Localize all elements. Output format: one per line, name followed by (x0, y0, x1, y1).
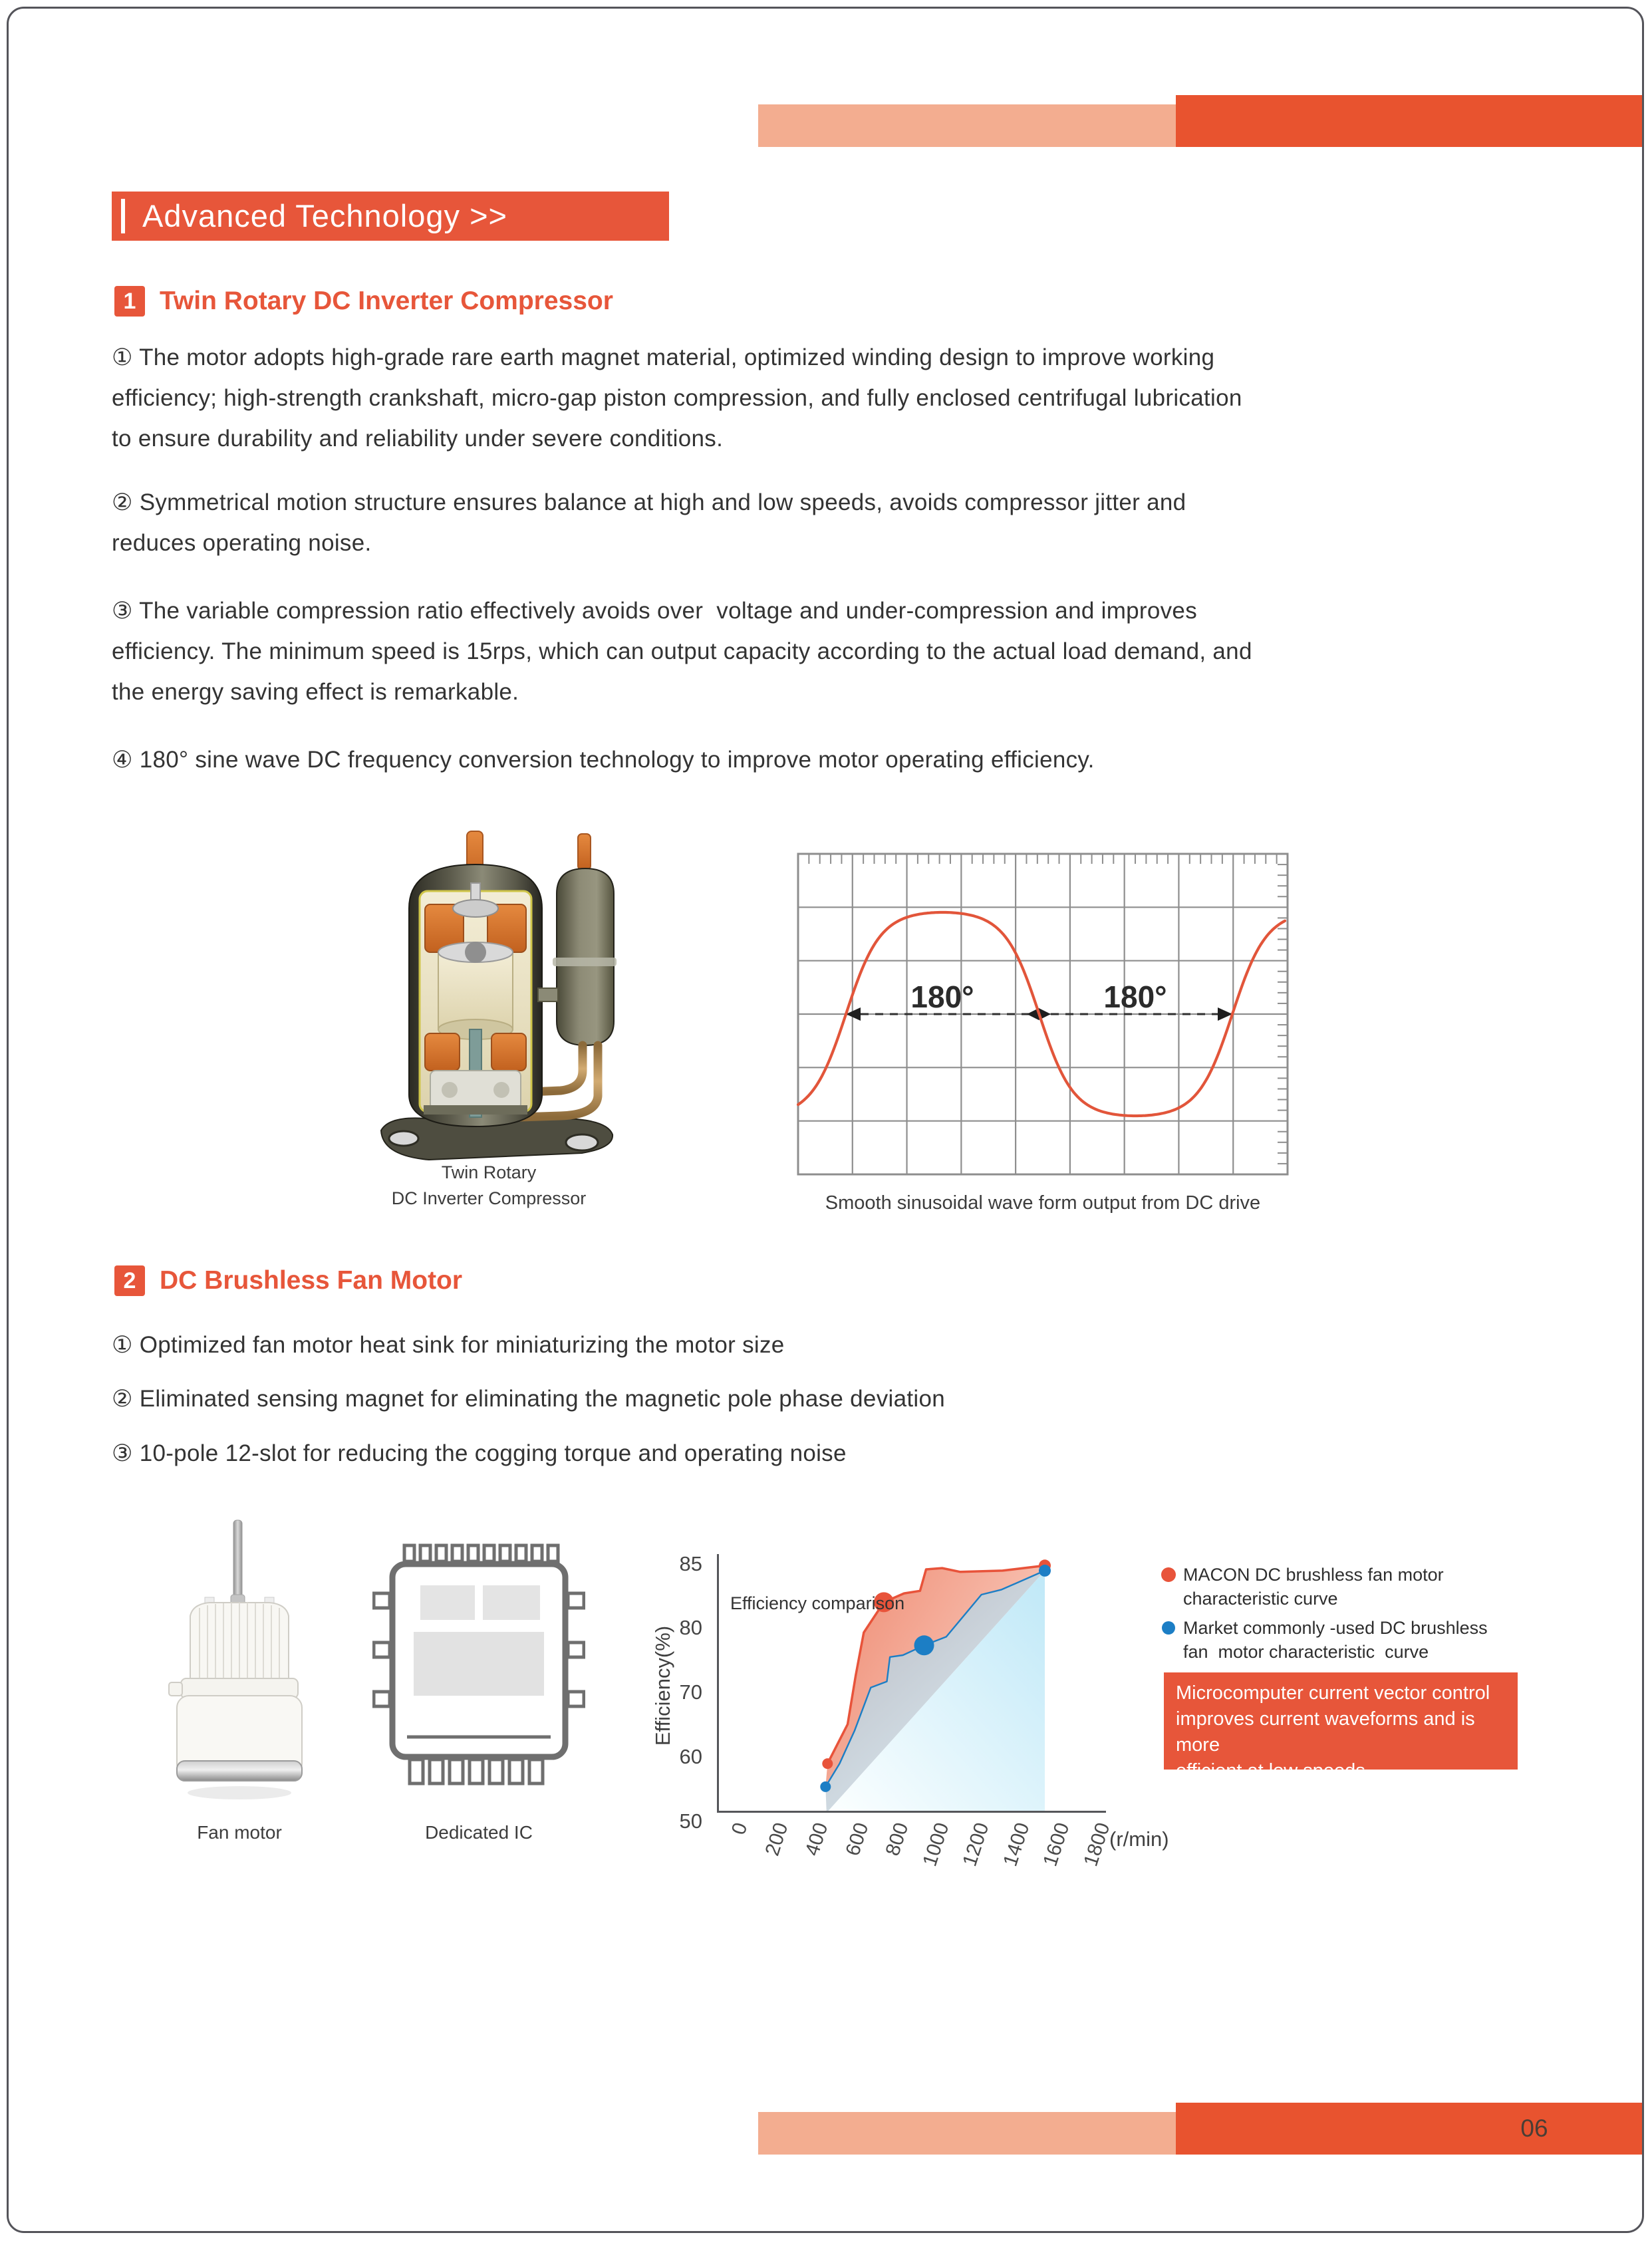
efficiency-chart (705, 1549, 1117, 1822)
vector-control-note-box (1164, 1672, 1518, 1781)
page-title: Advanced Technology >> (142, 198, 507, 233)
title-banner (112, 192, 669, 241)
y-tick-label: 80 (679, 1616, 702, 1639)
x-tick-label: 400 (801, 1820, 833, 1859)
legend-text: fan motor characteristic curve (1183, 1642, 1429, 1662)
compressor-illustration (362, 830, 628, 1166)
x-tick-label: 1400 (999, 1820, 1034, 1869)
x-tick-label: 800 (881, 1820, 913, 1859)
legend-dot-blue (1162, 1621, 1175, 1635)
bottom-band-light (758, 2112, 1176, 2155)
paragraph-1-line: efficiency; high-strength crankshaft, micro-gap piston compression, and fully enclosed centrifugal lubrication (112, 385, 1242, 411)
paragraph-3 (112, 591, 1575, 712)
legend-text: Market commonly -used DC brushless (1183, 1618, 1488, 1638)
x-tick-label: 0 (727, 1820, 752, 1838)
note-box-line: efficient at low speeds (1176, 1760, 1365, 1781)
y-tick-label: 85 (679, 1552, 702, 1575)
legend-text: MACON DC brushless fan motor (1183, 1565, 1444, 1585)
section-1-title: Twin Rotary DC Inverter Compressor (160, 287, 613, 315)
sine-180-label-1: 180° (910, 980, 974, 1014)
section-1-number: 1 (114, 286, 145, 317)
paragraph-1 (112, 337, 1575, 459)
note-box-line: Microcomputer current vector control (1176, 1682, 1490, 1704)
paragraph-1-line: to ensure durability and reliability under severe conditions. (112, 426, 724, 452)
sine-180-label-2: 180° (1103, 980, 1167, 1014)
paragraph-1-line: ① The motor adopts high-grade rare earth magnet material, optimized winding design to improve working (112, 344, 1215, 370)
point-1: ① Optimized fan motor heat sink for miniaturizing the motor size (112, 1332, 785, 1358)
paragraph-2 (112, 482, 1575, 563)
paragraph-4 (112, 739, 1575, 780)
page-number: 06 (1520, 2115, 1548, 2142)
point-2: ② Eliminated sensing magnet for eliminating the magnetic pole phase deviation (112, 1386, 945, 1412)
x-tick-label: 1600 (1039, 1820, 1074, 1869)
sine-waveform-chart (797, 853, 1289, 1176)
paragraph-3-line: ③ The variable compression ratio effectively avoids over voltage and under-compression and improves (112, 598, 1198, 624)
paragraph-4-line: ④ 180° sine wave DC frequency conversion technology to improve motor operating efficiency. (112, 747, 1095, 773)
legend-entry-macon (1183, 1563, 1444, 1611)
paragraph-3-line: the energy saving effect is remarkable. (112, 679, 519, 705)
note-box-line: improves current waveforms and is more (1176, 1708, 1475, 1756)
chart-note: Efficiency comparison (730, 1593, 905, 1613)
x-axis-unit: (r/min) (1109, 1827, 1169, 1851)
y-tick-label: 70 (679, 1680, 702, 1704)
title-banner-bar (121, 199, 125, 233)
top-band-light (758, 104, 1176, 147)
paragraph-2-line: reduces operating noise. (112, 530, 372, 556)
dedicated-ic-caption: Dedicated IC (425, 1822, 533, 1843)
fan-motor-illustration (146, 1516, 333, 1812)
y-axis (717, 1554, 719, 1813)
dedicated-ic-illustration (372, 1537, 585, 1800)
compressor-caption (326, 1160, 652, 1212)
paragraph-2-line: ② Symmetrical motion structure ensures balance at high and low speeds, avoids compressor jitter and (112, 489, 1186, 515)
legend-text: characteristic curve (1183, 1589, 1338, 1609)
fan-motor-caption: Fan motor (197, 1822, 282, 1843)
bottom-band-dark (1176, 2103, 1644, 2155)
y-tick-label: 50 (679, 1809, 702, 1833)
y-tick-label: 60 (679, 1745, 702, 1768)
section-2-title: DC Brushless Fan Motor (160, 1266, 463, 1295)
legend-dot-red (1161, 1567, 1176, 1582)
x-tick-label: 1000 (918, 1820, 954, 1869)
legend-entry-market (1183, 1616, 1488, 1664)
x-tick-label: 1800 (1079, 1820, 1115, 1869)
x-tick-label: 200 (761, 1820, 793, 1859)
paragraph-3-line: efficiency. The minimum speed is 15rps, which can output capacity according to the actual load demand, and (112, 638, 1252, 664)
x-tick-label: 1200 (958, 1820, 994, 1869)
point-3: ③ 10-pole 12-slot for reducing the cogging torque and operating noise (112, 1440, 847, 1466)
y-axis-title: Efficiency(%) (651, 1625, 674, 1746)
section-2-number: 2 (114, 1265, 145, 1296)
top-band-dark (1176, 95, 1644, 147)
compressor-caption-line: Twin Rotary (441, 1162, 537, 1182)
sine-caption: Smooth sinusoidal wave form output from DC drive (825, 1192, 1261, 1214)
x-axis (717, 1811, 1106, 1813)
x-tick-label: 600 (841, 1820, 873, 1859)
compressor-caption-line: DC Inverter Compressor (391, 1188, 587, 1208)
